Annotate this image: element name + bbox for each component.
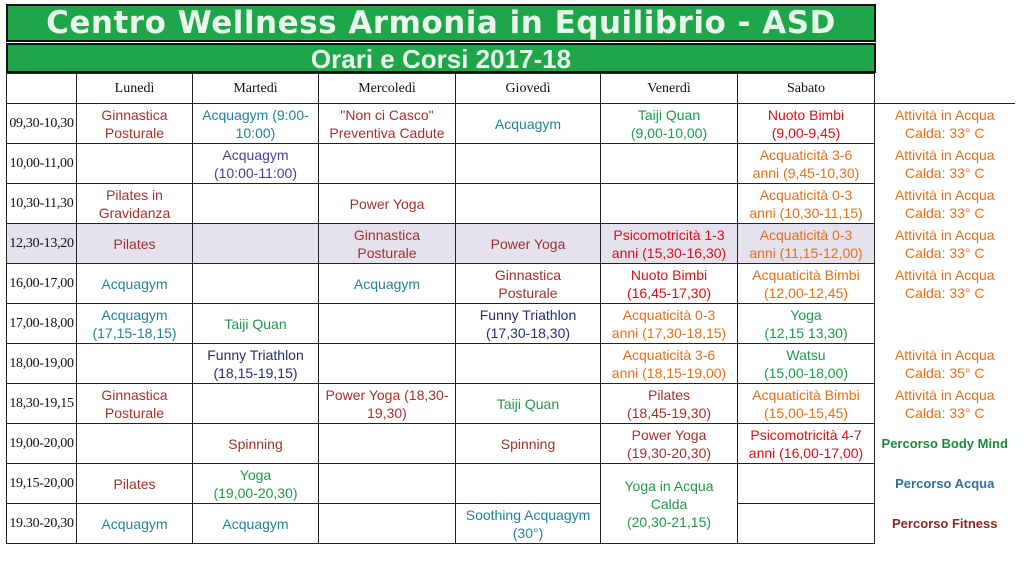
empty-cell bbox=[193, 224, 319, 264]
course-cell: Acquagym bbox=[456, 104, 601, 144]
empty-cell bbox=[738, 464, 875, 504]
time-slot-label: 19,15-20,00 bbox=[7, 464, 77, 504]
empty-cell bbox=[456, 144, 601, 184]
course-cell: Acquaticità Bimbi (15,00-15,45) bbox=[738, 384, 875, 424]
course-cell: Ginnastica Posturale bbox=[319, 224, 456, 264]
course-cell: Spinning bbox=[193, 424, 319, 464]
empty-cell bbox=[456, 344, 601, 384]
day-header: Giovedì bbox=[456, 74, 601, 104]
course-cell: Power Yoga (19,30-20,30) bbox=[601, 424, 738, 464]
schedule-row bbox=[7, 104, 1015, 144]
course-cell: Acquagym (10:00-11:00) bbox=[193, 144, 319, 184]
empty-cell bbox=[77, 344, 193, 384]
time-slot-label: 09,30-10,30 bbox=[7, 104, 77, 144]
course-cell: Watsu (15,00-18,00) bbox=[738, 344, 875, 384]
time-slot-label: 10,30-11,30 bbox=[7, 184, 77, 224]
course-cell: Pilates bbox=[77, 464, 193, 504]
schedule-body bbox=[7, 104, 1015, 544]
course-cell: Acquagym bbox=[77, 264, 193, 304]
time-slot-label: 19.30-20,30 bbox=[7, 504, 77, 544]
course-cell: Power Yoga bbox=[456, 224, 601, 264]
empty-cell bbox=[193, 384, 319, 424]
day-header: Sabato bbox=[738, 74, 875, 104]
course-cell: Power Yoga bbox=[319, 184, 456, 224]
empty-cell bbox=[601, 184, 738, 224]
course-cell: Nuoto Bimbi (9,00-9,45) bbox=[738, 104, 875, 144]
course-cell: Psicomotricità 1-3 anni (15,30-16,30) bbox=[601, 224, 738, 264]
course-cell: Funny Triathlon (17,30-18,30) bbox=[456, 304, 601, 344]
empty-cell bbox=[319, 144, 456, 184]
course-cell: Acquagym bbox=[193, 504, 319, 544]
pool-info-note: Percorso Fitness bbox=[892, 515, 998, 531]
course-cell: Acquaticità 0-3 anni (17,30-18,15) bbox=[601, 304, 738, 344]
empty-cell bbox=[193, 184, 319, 224]
course-cell: Acquagym bbox=[77, 504, 193, 544]
schedule-row bbox=[7, 144, 1015, 184]
course-cell: Pilates bbox=[77, 224, 193, 264]
time-slot-label: 16,00-17,00 bbox=[7, 264, 77, 304]
course-cell: Acquagym (17,15-18,15) bbox=[77, 304, 193, 344]
course-cell: Acquaticità 3-6 anni (18,15-19,00) bbox=[601, 344, 738, 384]
day-header: Lunedì bbox=[77, 74, 193, 104]
day-header: Venerdì bbox=[601, 74, 738, 104]
course-cell: Acquaticità 3-6 anni (9,45-10,30) bbox=[738, 144, 875, 184]
empty-cell bbox=[319, 424, 456, 464]
center-title: Centro Wellness Armonia in Equilibrio - ASD bbox=[46, 5, 836, 41]
pool-info-note: Attività in Acqua Calda: 33° C bbox=[894, 146, 995, 181]
time-slot-label: 10,00-11,00 bbox=[7, 144, 77, 184]
pool-info-note: Attività in Acqua Calda: 33° C bbox=[894, 186, 995, 221]
schedule-row bbox=[7, 184, 1015, 224]
day-header-row bbox=[7, 74, 1015, 104]
schedule-table bbox=[6, 73, 1015, 544]
empty-cell bbox=[319, 344, 456, 384]
course-cell: Yoga in Acqua Calda (20,30-21,15) bbox=[601, 464, 738, 544]
course-cell: Taiji Quan bbox=[456, 384, 601, 424]
schedule-row bbox=[7, 344, 1015, 384]
course-cell: Taiji Quan bbox=[193, 304, 319, 344]
time-slot-label: 12,30-13,20 bbox=[7, 224, 77, 264]
season-subtitle: Orari e Corsi 2017-18 bbox=[310, 44, 572, 74]
pool-info-note: Attività in Acqua Calda: 35° C bbox=[894, 346, 995, 381]
schedule-row bbox=[7, 264, 1015, 304]
time-slot-label: 18,00-19,00 bbox=[7, 344, 77, 384]
time-slot-label: 17,00-18,00 bbox=[7, 304, 77, 344]
course-cell: Ginnastica Posturale bbox=[77, 104, 193, 144]
pool-info-note: Attività in Acqua Calda: 33° C bbox=[894, 386, 995, 421]
course-cell: Ginnastica Posturale bbox=[77, 384, 193, 424]
time-header-corner bbox=[7, 74, 77, 104]
course-cell: Acquaticità 0-3 anni (10,30-11,15) bbox=[738, 184, 875, 224]
course-cell: Pilates in Gravidanza bbox=[77, 184, 193, 224]
course-cell: Acquaticità 0-3 anni (11,15-12,00) bbox=[738, 224, 875, 264]
schedule-row bbox=[7, 384, 1015, 424]
course-cell: Funny Triathlon (18,15-19,15) bbox=[193, 344, 319, 384]
season-subtitle-banner bbox=[6, 43, 876, 73]
empty-cell bbox=[77, 144, 193, 184]
schedule-row bbox=[7, 504, 1015, 544]
pool-info-note bbox=[875, 304, 1015, 344]
pool-info-note: Attività in Acqua Calda: 33° C bbox=[894, 226, 995, 261]
center-title-banner bbox=[6, 4, 876, 42]
course-cell: Ginnastica Posturale bbox=[456, 264, 601, 304]
side-header-blank bbox=[875, 74, 1015, 104]
course-cell: Nuoto Bimbi (16,45-17,30) bbox=[601, 264, 738, 304]
empty-cell bbox=[738, 504, 875, 544]
pool-info-note: Attività in Acqua Calda: 33° C bbox=[894, 266, 995, 301]
course-cell: Yoga (19,00-20,30) bbox=[193, 464, 319, 504]
time-slot-label: 18,30-19,15 bbox=[7, 384, 77, 424]
empty-cell bbox=[319, 464, 456, 504]
empty-cell bbox=[456, 464, 601, 504]
course-cell: Pilates (18,45-19,30) bbox=[601, 384, 738, 424]
course-cell: Spinning bbox=[456, 424, 601, 464]
course-cell: Taiji Quan (9,00-10,00) bbox=[601, 104, 738, 144]
time-slot-label: 19,00-20,00 bbox=[7, 424, 77, 464]
pool-info-note: Attività in Acqua Calda: 33° C bbox=[894, 106, 995, 141]
empty-cell bbox=[193, 264, 319, 304]
schedule-row bbox=[7, 304, 1015, 344]
pool-info-note: Percorso Acqua bbox=[895, 475, 995, 491]
day-header: Martedì bbox=[193, 74, 319, 104]
course-cell: "Non ci Casco" Preventiva Cadute bbox=[319, 104, 456, 144]
schedule-row bbox=[7, 464, 1015, 504]
empty-cell bbox=[77, 424, 193, 464]
empty-cell bbox=[601, 144, 738, 184]
schedule-row bbox=[7, 424, 1015, 464]
course-cell: Yoga (12,15 13,30) bbox=[738, 304, 875, 344]
pool-info-note: Percorso Body Mind bbox=[881, 435, 1008, 451]
schedule-row bbox=[7, 224, 1015, 264]
course-cell: Acquagym bbox=[319, 264, 456, 304]
course-cell: Acquaticità Bimbi (12,00-12,45) bbox=[738, 264, 875, 304]
empty-cell bbox=[319, 304, 456, 344]
course-cell: Soothing Acquagym (30°) bbox=[456, 504, 601, 544]
empty-cell bbox=[456, 184, 601, 224]
day-header: Mercoledì bbox=[319, 74, 456, 104]
course-cell: Psicomotricità 4-7 anni (16,00-17,00) bbox=[738, 424, 875, 464]
course-cell: Power Yoga (18,30- 19,30) bbox=[319, 384, 456, 424]
empty-cell bbox=[319, 504, 456, 544]
course-cell: Acquagym (9:00- 10:00) bbox=[193, 104, 319, 144]
